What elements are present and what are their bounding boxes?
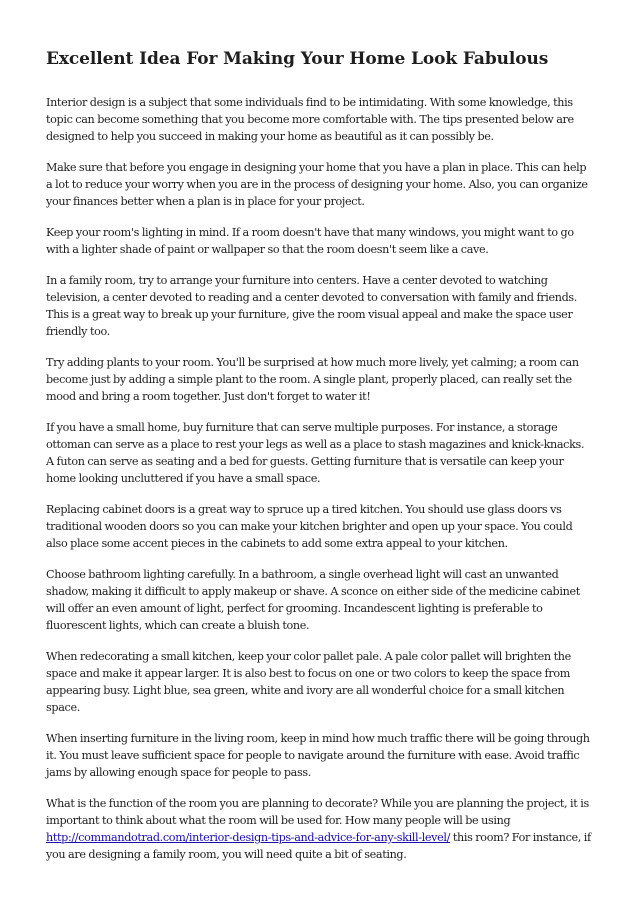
paragraph-room-function-text-after: this room? For instance, if you are designing a family room, you will need quite a bit of seating. [46,831,591,861]
paragraph-room-function [46,795,592,863]
paragraph-cabinet-doors: Replacing cabinet doors is a great way to spruce up a tired kitchen. You should use glass doors vs traditional wooden doors so you can make your kitchen brighter and open up your space. You could also place some accent pieces in the cabinets to add some extra appeal to your kitchen. [46,503,573,550]
paragraph-small-home: If you have a small home, buy furniture that can serve multiple purposes. For instance, a storage ottoman can serve as a place to rest your legs as well as a place to stash magazines and knick-knacks. A futon can serve as seating and a bed for guests. Getting furniture that is versatile can keep your home looking uncluttered if you have a small space. [46,421,585,485]
paragraph-plan: Make sure that before you engage in designing your home that you have a plan in place. This can help a lot to reduce your worry when you are in the process of designing your home. Also, you can organize your finances better when a plan is in place for your project. [46,161,588,208]
paragraph-intro: Interior design is a subject that some individuals find to be intimidating. With some knowledge, this topic can become something that you become more comfortable with. The tips presented below are designed to help you succeed in making your home as beautiful as it can possibly be. [46,96,574,143]
paragraph-small-kitchen: When redecorating a small kitchen, keep your color pallet pale. A pale color pallet will brighten the space and make it appear larger. It is also best to focus on one or two colors to keep the space from appearing busy. Light blue, sea green, white and ivory are all wonderful choice for a small kitchen space. [46,650,571,714]
paragraph-living-room: When inserting furniture in the living room, keep in mind how much traffic there will be going through it. You must leave sufficient space for people to navigate around the furniture with ease. Avoid traffic jams by allowing enough space for people to pass. [46,732,590,779]
document-title: Excellent Idea For Making Your Home Look Fabulous [46,49,549,69]
paragraph-lighting: Keep your room's lighting in mind. If a room doesn't have that many windows, you might want to go with a lighter shade of paint or wallpaper so that the room doesn't seem like a cave. [46,226,574,256]
paragraph-family-room: In a family room, try to arrange your furniture into centers. Have a center devoted to watching television, a center devoted to reading and a center devoted to conversation with family and friends. This is a great way to break up your furniture, give the room visual appeal and make the space user friendly too. [46,274,578,338]
article-link[interactable]: http://commandotrad.com/interior-design-tips-and-advice-for-any-skill-level/ [46,831,451,844]
paragraph-plants: Try adding plants to your room. You'll be surprised at how much more lively, yet calming; a room can become just by adding a simple plant to the room. A single plant, properly placed, can really set the mood and bring a room together. Just don't forget to water it! [46,356,579,403]
paragraph-bathroom-lighting: Choose bathroom lighting carefully. In a bathroom, a single overhead light will cast an unwanted shadow, making it difficult to apply makeup or shave. A sconce on either side of the medicine cabinet will offer an even amount of light, perfect for grooming. Incandescent lighting is preferable to fluorescent lights, which can create a bluish tone. [46,568,580,632]
paragraph-room-function-text-before: What is the function of the room you are planning to decorate? While you are planning the project, it is important to think about what the room will be used for. How many people will be using [46,797,589,827]
